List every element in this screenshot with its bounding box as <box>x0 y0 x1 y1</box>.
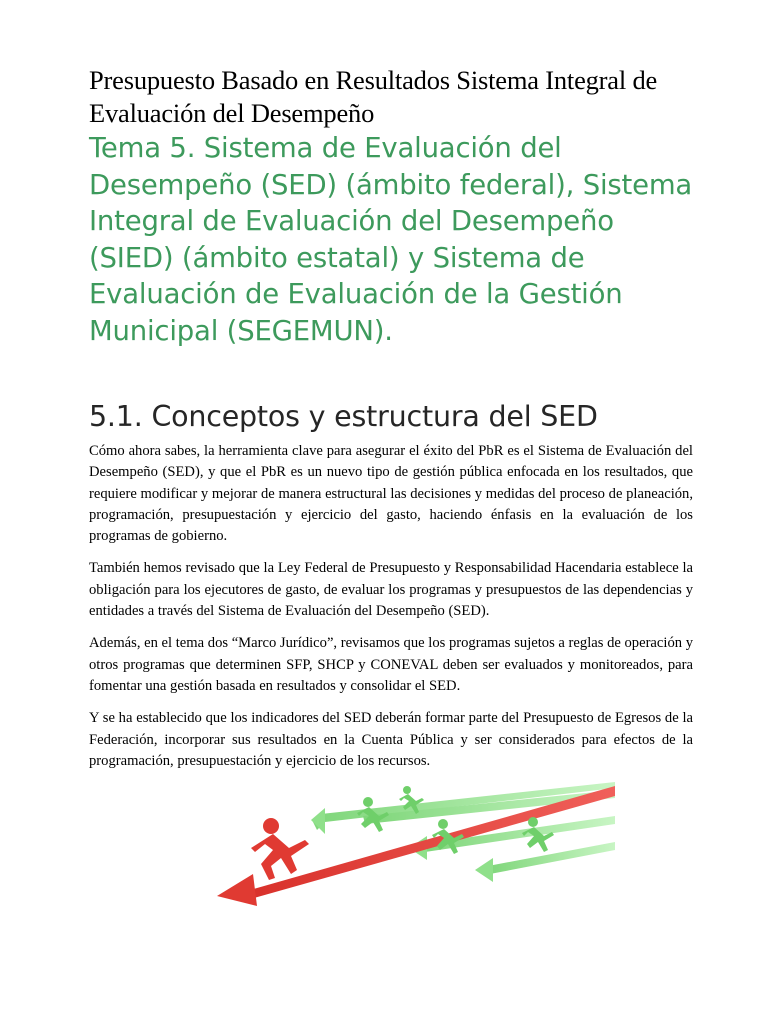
red-runner-figure <box>251 818 309 880</box>
document-page <box>89 64 695 769</box>
paragraph-4: Y se ha establecido que los indicadores del SED deberán formar parte del Presupuesto de Egresos de la Federación, incorporar sus resultados en la Cuenta Pública y ser considerados para efectos de la programación, presupuestación y ejercicio de los recursos. <box>89 710 693 769</box>
race-arrows-icon <box>213 778 615 906</box>
body-text <box>89 441 693 783</box>
topic-title: Tema 5. Sistema de Evaluación del Desempeño (SED) (ámbito federal), Sistema Integral de Evaluación del Desempeño (SIED) (ámbito estatal) y Sistema de Evaluación de Evaluación de la Gestión Municipal (SEGEMUN). <box>89 132 693 347</box>
section-heading: 5.1. Conceptos y estructura del SED <box>89 400 598 433</box>
paragraph-1: Cómo ahora sabes, la herramienta clave para asegurar el éxito del PbR es el Sistema de Evaluación del Desempeño (SED), y que el PbR es un nuevo tipo de gestión pública enfocada en los resultados, que requiere modificar y mejorar de manera estructural las decisiones y medidas del proceso de planeación, programación, presupuestación y ejercicio del gasto, haciendo énfasis en la evaluación de los programas de gobierno. <box>89 443 693 545</box>
document-title: Presupuesto Basado en Resultados Sistema Integral de Evaluación del Desempeño <box>89 65 658 128</box>
race-arrows-illustration <box>213 778 615 906</box>
paragraph-3: Además, en el tema dos “Marco Jurídico”, revisamos que los programas sujetos a reglas de operación y otros programas que determinen SFP, SHCP y CONEVAL deben ser evaluados y monitoreados, para fomentar una gestión basada en resultados y consolidar el SED. <box>89 635 693 694</box>
paragraph-2: También hemos revisado que la Ley Federal de Presupuesto y Responsabilidad Hacendaria establece la obligación para los ejecutores de gasto, de evaluar los programas y presupuestos de las dependencias y entidades a través del Sistema de Evaluación del Desempeño (SED). <box>89 560 693 620</box>
